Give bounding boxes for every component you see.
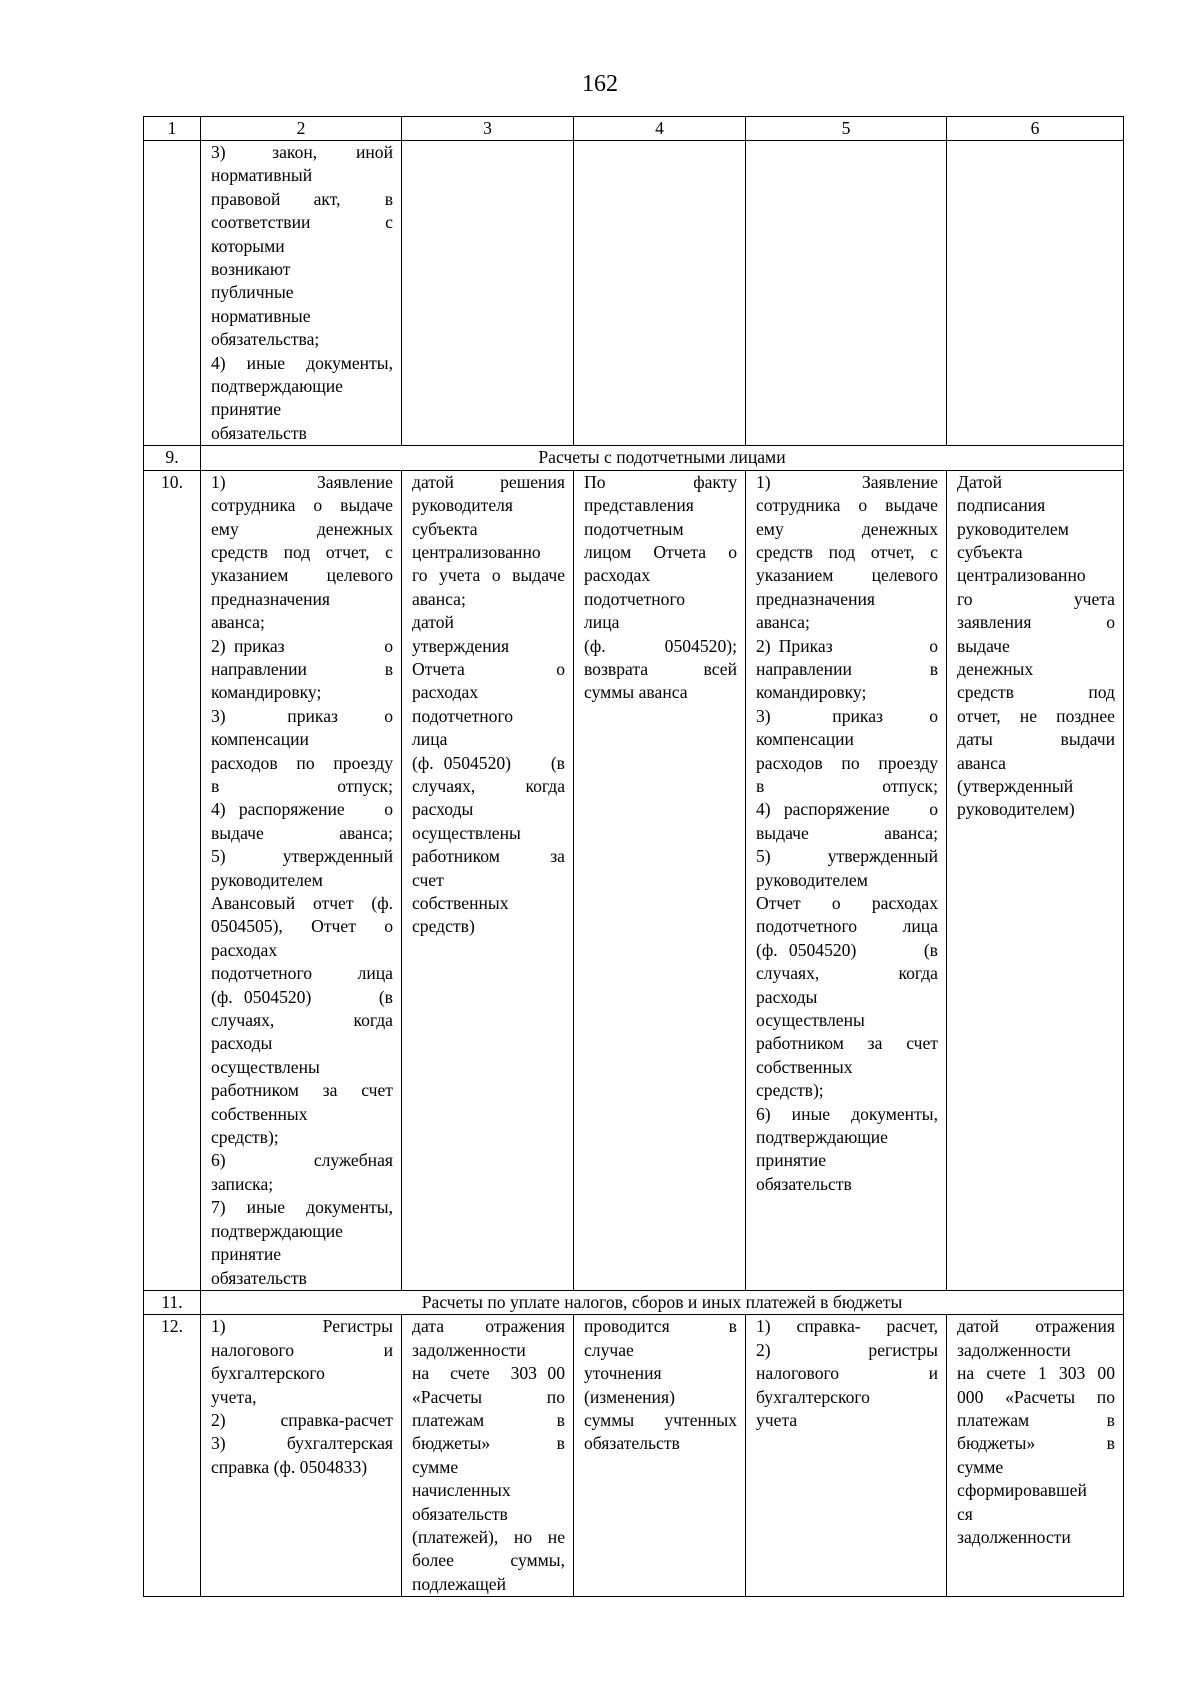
cell-text-line: расходов по проезду: [211, 752, 393, 773]
cell-text-line: справка (ф. 0504833): [211, 1456, 368, 1477]
table-cell-col-5: [746, 141, 947, 446]
cell-text-line: аванса;: [756, 612, 810, 633]
table-cell-col-4: [574, 470, 746, 1290]
row-number: 9.: [144, 446, 201, 470]
table-row: [144, 470, 1124, 1290]
section-title: Расчеты по уплате налогов, сборов и иных платежей в бюджеты: [201, 1290, 1124, 1314]
cell-text-line: 2) приказ о: [211, 635, 393, 656]
cell-text-line: расходы: [211, 1033, 273, 1054]
cell-text-line: централизованно: [412, 541, 541, 562]
cell-text-line: осуществлены: [412, 822, 521, 843]
cell-text-line: подтверждающие: [756, 1127, 888, 1148]
cell-text-line: аванса;: [211, 612, 265, 633]
table-cell-col-5: [746, 470, 947, 1290]
cell-text-line: более суммы,: [412, 1550, 565, 1571]
cell-text-line: расходах: [211, 939, 278, 960]
cell-text-line: нормативные: [211, 305, 311, 326]
cell-text-line: 2) регистры: [756, 1339, 938, 1360]
cell-text-line: субъекта: [957, 541, 1023, 562]
cell-text-line: принятие: [756, 1150, 827, 1171]
cell-text-line: расходах: [412, 682, 479, 703]
section-title: Расчеты с подотчетными лицами: [201, 446, 1124, 470]
cell-text-line: возврата всей: [584, 658, 737, 679]
cell-text-line: (ф. 0504520) (в: [412, 752, 565, 773]
cell-text-line: обязательств: [584, 1433, 680, 1454]
section-row: [144, 1290, 1124, 1314]
cell-text-line: 2) справка-расчет: [211, 1409, 393, 1430]
cell-text-line: 1) справка- расчет,: [756, 1316, 938, 1337]
cell-text-line: аванса;: [412, 588, 466, 609]
cell-text-line: лица: [412, 729, 448, 750]
cell-text-line: случае: [584, 1339, 634, 1360]
cell-text-line: подотчетного лица: [211, 963, 393, 984]
cell-text-line: лица: [584, 612, 620, 633]
cell-text-line: налогового и: [756, 1363, 938, 1384]
cell-text-line: средств под отчет, с: [211, 541, 393, 562]
cell-text-line: расходах: [584, 565, 651, 586]
page-number: 162: [582, 71, 618, 97]
cell-text-line: учета,: [211, 1386, 257, 1407]
cell-text-line: 7) иные документы,: [211, 1197, 393, 1218]
cell-text-line: возникают: [211, 259, 291, 280]
cell-text-line: принятие: [211, 399, 282, 420]
section-row: [144, 446, 1124, 470]
cell-text-line: руководителем): [957, 799, 1075, 820]
cell-text-line: 2) Приказ о: [756, 635, 938, 656]
cell-text-line: представления: [584, 495, 694, 516]
row-number: 10.: [144, 470, 201, 1290]
cell-text-line: По факту: [584, 471, 737, 492]
cell-text-line: (ф. 0504520) (в: [211, 986, 393, 1007]
cell-text-line: указанием целевого: [756, 565, 938, 586]
cell-text-line: 3) приказ о: [756, 705, 938, 726]
cell-text-line: указанием целевого: [211, 565, 393, 586]
cell-text-line: (ф. 0504520) (в: [756, 939, 938, 960]
cell-text-line: 5) утвержденный: [756, 846, 938, 867]
cell-text-line: 4) иные документы,: [211, 352, 393, 373]
cell-text-line: обязательств: [756, 1173, 852, 1194]
column-header: 2: [201, 117, 402, 141]
cell-text-line: го учета: [957, 588, 1115, 609]
cell-text-line: 5) утвержденный: [211, 846, 393, 867]
cell-text-line: Авансовый отчет (ф.: [211, 893, 393, 913]
cell-text-line: командировку;: [211, 682, 322, 703]
cell-text-line: направлении в: [211, 658, 393, 679]
cell-text-line: записка;: [211, 1173, 274, 1194]
cell-text-line: 000 «Расчеты по: [957, 1386, 1115, 1407]
column-header: 3: [402, 117, 574, 141]
cell-text-line: выдаче: [957, 635, 1010, 656]
cell-text-line: руководителем: [756, 869, 868, 890]
cell-text-line: суммы учтенных: [584, 1409, 737, 1430]
cell-text-line: выдаче аванса;: [211, 822, 393, 843]
cell-text-line: на счете 303 00: [412, 1363, 565, 1384]
cell-text-line: средств): [412, 916, 475, 937]
cell-text-line: датой решения: [412, 471, 565, 492]
table-cell-col-2: [201, 141, 402, 446]
cell-text-line: ему денежных: [211, 518, 393, 539]
table-cell-col-3: [402, 141, 574, 446]
cell-text-line: субъекта: [412, 518, 478, 539]
cell-text-line: учета: [756, 1409, 798, 1430]
cell-text-line: руководителем: [211, 869, 323, 890]
cell-text-line: работником за: [412, 846, 565, 867]
cell-text-line: командировку;: [756, 682, 867, 703]
cell-text-line: руководителя: [412, 495, 514, 516]
cell-text-line: ему денежных: [756, 518, 938, 539]
cell-text-line: даты выдачи: [957, 729, 1115, 750]
cell-text-line: заявления о: [957, 612, 1115, 633]
cell-text-line: обязательства;: [211, 329, 320, 350]
cell-text-line: задолженности: [957, 1339, 1071, 1360]
cell-text-line: 3) приказ о: [211, 705, 393, 726]
cell-text-line: собственных: [211, 1103, 308, 1124]
cell-text-line: датой отражения: [957, 1316, 1115, 1337]
cell-text-line: платежам в: [957, 1409, 1115, 1430]
cell-text-line: случаях, когда: [756, 963, 938, 984]
cell-text-line: бухгалтерского: [756, 1386, 870, 1407]
cell-text-line: нормативный: [211, 165, 313, 186]
cell-text-line: выдаче аванса;: [756, 822, 938, 843]
cell-text-line: подтверждающие: [211, 376, 343, 397]
cell-text-line: расходы: [756, 986, 818, 1007]
cell-text-line: подлежащей: [412, 1573, 506, 1594]
column-header: 6: [947, 117, 1124, 141]
cell-text-line: компенсации: [211, 729, 309, 750]
cell-text-line: ся: [957, 1503, 973, 1524]
cell-text-line: на счете 1 303 00: [957, 1363, 1115, 1384]
table-cell-col-6: [947, 470, 1124, 1290]
cell-text-line: начисленных: [412, 1480, 511, 1501]
table-row: [144, 1315, 1124, 1597]
table-cell-col-6: [947, 141, 1124, 446]
cell-text-line: го учета о выдаче: [412, 565, 565, 586]
cell-text-line: обязательств: [412, 1503, 508, 1524]
cell-text-line: подотчетного: [584, 588, 686, 609]
column-header: 1: [144, 117, 201, 141]
cell-text-line: предназначения: [756, 588, 876, 609]
cell-text-line: подотчетного лица: [756, 916, 938, 937]
cell-text-line: средств под: [957, 682, 1115, 703]
cell-text-line: (изменения): [584, 1386, 675, 1407]
cell-text-line: соответствии с: [211, 212, 393, 233]
cell-text-line: задолженности: [957, 1526, 1071, 1547]
table-row: [144, 141, 1124, 446]
cell-text-line: работником за счет: [756, 1033, 938, 1054]
cell-text-line: сумме: [957, 1456, 1004, 1477]
cell-text-line: «Расчеты по: [412, 1386, 565, 1407]
table-cell-col-4: [574, 1315, 746, 1597]
table-cell-col-2: [201, 1315, 402, 1597]
cell-text-line: сотрудника о выдаче: [211, 495, 393, 516]
cell-text-line: 3) бухгалтерская: [211, 1433, 393, 1454]
cell-text-line: счет: [412, 869, 444, 890]
cell-text-line: платежам в: [412, 1409, 565, 1430]
row-number: [144, 141, 201, 446]
cell-text-line: подотчетного: [412, 705, 514, 726]
cell-text-line: случаях, когда: [211, 1010, 393, 1031]
table-cell-col-2: [201, 470, 402, 1290]
cell-text-line: сумме: [412, 1456, 459, 1477]
cell-text-line: 4) распоряжение о: [211, 799, 393, 820]
cell-text-line: лицом Отчета о: [584, 541, 737, 562]
cell-text-line: 3) закон, иной: [211, 142, 393, 162]
cell-text-line: проводится в: [584, 1316, 737, 1337]
cell-text-line: средств);: [756, 1080, 824, 1101]
cell-text-line: (платежей), но не: [412, 1526, 565, 1547]
cell-text-line: централизованно: [957, 565, 1086, 586]
column-header: 5: [746, 117, 947, 141]
cell-text-line: руководителем: [957, 518, 1069, 539]
cell-text-line: 0504505), Отчет о: [211, 916, 393, 937]
cell-text-line: 4) распоряжение о: [756, 799, 938, 820]
cell-text-line: обязательств: [211, 422, 307, 443]
cell-text-line: обязательств: [211, 1267, 307, 1288]
table-cell-col-3: [402, 1315, 574, 1597]
cell-text-line: налогового и: [211, 1339, 393, 1360]
cell-text-line: (утвержденный: [957, 775, 1074, 796]
cell-text-line: направлении в: [756, 658, 938, 679]
cell-text-line: средств);: [211, 1127, 279, 1148]
table-cell-col-6: [947, 1315, 1124, 1597]
cell-text-line: собственных: [756, 1056, 853, 1077]
cell-text-line: бюджеты» в: [957, 1433, 1115, 1454]
table-header-row: [144, 117, 1124, 141]
cell-text-line: предназначения: [211, 588, 331, 609]
cell-text-line: расходов по проезду: [756, 752, 938, 773]
cell-text-line: средств под отчет, с: [756, 541, 938, 562]
cell-text-line: 6) иные документы,: [756, 1103, 938, 1124]
cell-text-line: расходы: [412, 799, 474, 820]
document-table: [143, 116, 1124, 1597]
cell-text-line: Отчет о расходах: [756, 893, 938, 913]
cell-text-line: аванса: [957, 752, 1006, 773]
table-cell-col-4: [574, 141, 746, 446]
cell-text-line: собственных: [412, 893, 509, 913]
cell-text-line: 6) служебная: [211, 1150, 393, 1171]
cell-text-line: публичные: [211, 282, 294, 303]
cell-text-line: Датой: [957, 471, 1003, 492]
cell-text-line: утверждения: [412, 635, 510, 656]
cell-text-line: правовой акт, в: [211, 188, 393, 209]
cell-text-line: 1) Заявление: [756, 471, 938, 492]
cell-text-line: 1) Регистры: [211, 1316, 393, 1337]
cell-text-line: подтверждающие: [211, 1220, 343, 1241]
cell-text-line: задолженности: [412, 1339, 526, 1360]
cell-text-line: 1) Заявление: [211, 471, 393, 492]
cell-text-line: Отчета о: [412, 658, 565, 679]
cell-text-line: бухгалтерского: [211, 1363, 325, 1384]
cell-text-line: подотчетным: [584, 518, 684, 539]
cell-text-line: в отпуск;: [211, 775, 393, 796]
column-header: 4: [574, 117, 746, 141]
cell-text-line: датой: [412, 612, 454, 633]
cell-text-line: (ф. 0504520);: [584, 635, 737, 656]
row-number: 11.: [144, 1290, 201, 1314]
cell-text-line: работником за счет: [211, 1080, 393, 1101]
row-number: 12.: [144, 1315, 201, 1597]
cell-text-line: уточнения: [584, 1363, 662, 1384]
cell-text-line: отчет, не позднее: [957, 705, 1115, 726]
table-cell-col-3: [402, 470, 574, 1290]
table-cell-col-5: [746, 1315, 947, 1597]
cell-text-line: принятие: [211, 1244, 282, 1265]
cell-text-line: сформировавшей: [957, 1480, 1087, 1501]
cell-text-line: осуществлены: [756, 1010, 865, 1031]
cell-text-line: денежных: [957, 658, 1034, 679]
cell-text-line: которыми: [211, 235, 285, 256]
cell-text-line: сотрудника о выдаче: [756, 495, 938, 516]
cell-text-line: дата отражения: [412, 1316, 565, 1337]
cell-text-line: в отпуск;: [756, 775, 938, 796]
cell-text-line: случаях, когда: [412, 775, 565, 796]
cell-text-line: подписания: [957, 495, 1046, 516]
cell-text-line: компенсации: [756, 729, 854, 750]
cell-text-line: суммы аванса: [584, 682, 688, 703]
cell-text-line: бюджеты» в: [412, 1433, 565, 1454]
cell-text-line: осуществлены: [211, 1056, 320, 1077]
